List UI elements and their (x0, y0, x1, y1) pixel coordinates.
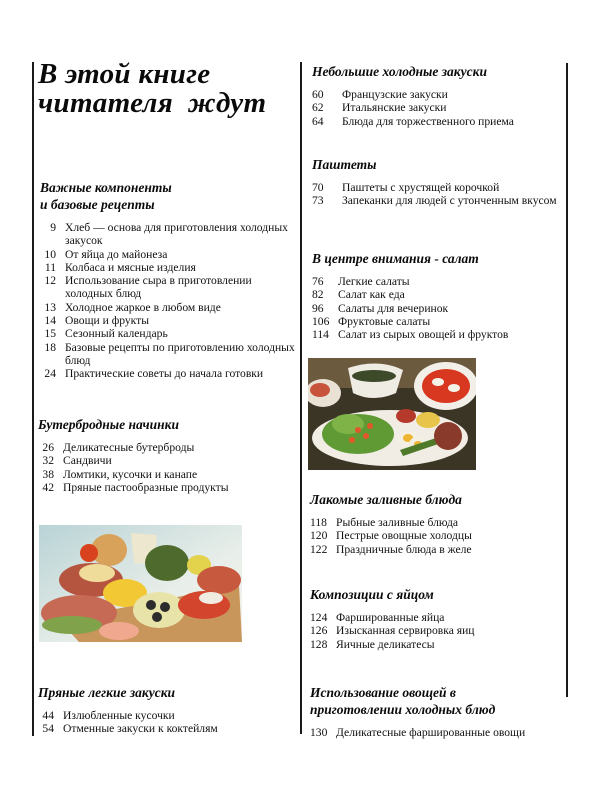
page-number: 124 (310, 611, 328, 624)
toc-list (312, 275, 562, 341)
page-number: 9 (50, 221, 56, 234)
section-important-components (40, 179, 295, 381)
section-vegetables-in-cold-dishes (310, 684, 565, 739)
section-aspic-dishes (310, 491, 560, 556)
section-spicy-light-snacks (38, 684, 293, 736)
page-title-line-2: читателя ждут (38, 87, 267, 119)
toc-entry[interactable] (40, 327, 295, 340)
toc-entry[interactable] (312, 194, 562, 207)
page-number: 96 (312, 301, 324, 315)
toc-list (310, 726, 565, 739)
page-number: 42 (42, 480, 54, 494)
toc-entry[interactable] (40, 301, 295, 314)
toc-entry[interactable] (38, 709, 293, 722)
entry-title: Фаршированные яйца (336, 611, 445, 624)
toc-entry[interactable] (312, 181, 562, 194)
section-small-cold-snacks (312, 63, 562, 128)
section-salad-focus (312, 250, 562, 341)
entry-title: Рыбные заливные блюда (336, 516, 459, 529)
section-heading-line: Бутербродные начинки (38, 417, 179, 432)
toc-entry[interactable] (312, 315, 562, 328)
page-number: 120 (310, 529, 328, 543)
entry-title: Салат из сырых овощей и фруктов (338, 328, 509, 342)
toc-entry[interactable] (40, 341, 295, 368)
page-number: 106 (312, 314, 330, 328)
section-heading-line: Лакомые заливные блюда (310, 492, 462, 507)
section-heading (312, 63, 562, 80)
salad-platter-illustration (308, 358, 476, 470)
toc-entry[interactable] (312, 288, 562, 301)
section-heading-line: приготовлении холодных блюд (310, 702, 496, 717)
toc-entry[interactable] (38, 441, 293, 454)
entry-title: Использование сыра в приготовлении холодных блюд (65, 274, 252, 301)
page-number: 128 (310, 637, 328, 651)
entry-title: Изысканная сервировка яиц (336, 624, 475, 638)
entry-title: Яичные деликатесы (336, 637, 435, 651)
section-heading (312, 250, 562, 267)
toc-entry[interactable] (312, 88, 562, 101)
entry-title: Отменные закуски к коктейлям (63, 722, 218, 736)
toc-list (40, 221, 295, 381)
page-number: 122 (310, 542, 328, 556)
page-number: 64 (312, 114, 324, 128)
entry-title: Ломтики, кусочки и канапе (63, 467, 198, 481)
page-number: 118 (310, 516, 327, 529)
page-number: 54 (42, 722, 54, 736)
section-heading (310, 586, 560, 603)
toc-entry[interactable] (310, 624, 560, 637)
entry-title: Французские закуски (342, 88, 448, 101)
page-title (38, 60, 266, 118)
toc-entry[interactable] (312, 328, 562, 341)
entry-title: От яйца до майонеза (65, 247, 168, 261)
page-number: 73 (312, 194, 324, 208)
sandwich-platter-illustration (39, 525, 242, 642)
toc-entry[interactable] (38, 468, 293, 481)
entry-title: Праздничные блюда в желе (336, 542, 472, 556)
toc-list (312, 181, 562, 208)
section-heading (310, 684, 565, 718)
entry-title: Деликатесные фаршированные овощи (336, 726, 526, 739)
toc-entry[interactable] (310, 638, 560, 651)
page-number: 10 (44, 247, 56, 261)
entry-title: Салат как еда (338, 288, 405, 302)
photo-salad-platter (308, 358, 476, 470)
page-number: 76 (312, 275, 324, 288)
entry-title: Колбаса и мясные изделия (65, 260, 196, 274)
section-heading (312, 156, 562, 173)
entry-title: Итальянские закуски (342, 101, 447, 115)
page-number: 11 (44, 260, 56, 274)
section-egg-compositions (310, 586, 560, 651)
section-heading-line: Небольшие холодные закуски (312, 64, 487, 79)
page-number: 38 (42, 467, 54, 481)
toc-entry[interactable] (312, 101, 562, 114)
page-number: 32 (42, 454, 54, 468)
page-number: 13 (44, 300, 56, 314)
toc-list (310, 611, 560, 651)
toc-entry[interactable] (310, 543, 560, 556)
column-rule-right (566, 63, 568, 697)
page-number: 130 (310, 726, 328, 739)
section-heading-line: и базовые рецепты (40, 197, 155, 212)
page-number: 70 (312, 181, 324, 194)
page-number: 24 (44, 367, 56, 381)
page-title-line-1: В этой книге (38, 58, 211, 90)
toc-entry[interactable] (312, 275, 562, 288)
page-number: 18 (44, 340, 56, 354)
section-heading-line: Использование овощей в (310, 685, 456, 700)
toc-entry[interactable] (40, 367, 295, 380)
section-heading (40, 179, 295, 213)
toc-entry[interactable] (38, 454, 293, 467)
section-sandwich-fillings (38, 416, 293, 494)
section-heading-line: Пряные легкие закуски (38, 685, 176, 700)
toc-list (38, 441, 293, 494)
entry-title: Базовые рецепты по приготовлению холодных блюд (65, 340, 295, 367)
entry-title: Пестрые овощные холодцы (336, 529, 472, 543)
entry-title: Холодное жаркое в любом виде (65, 300, 221, 314)
entry-title: Излюбленные кусочки (63, 709, 175, 722)
page-number: 14 (44, 314, 56, 328)
section-heading-line: Композиции с яйцом (310, 587, 434, 602)
toc-entry[interactable] (38, 481, 293, 494)
toc-entry[interactable] (40, 221, 295, 248)
page-number: 114 (312, 328, 329, 342)
toc-entry[interactable] (312, 302, 562, 315)
column-rule-left (32, 62, 34, 736)
toc-list (310, 516, 560, 556)
page-number: 44 (42, 709, 54, 722)
toc-entry[interactable] (40, 274, 295, 301)
entry-title: Хлеб — основа для приготовления холодных закусок (65, 221, 288, 248)
section-heading (38, 684, 293, 701)
toc-list (38, 709, 293, 736)
entry-title: Салаты для вечеринок (338, 301, 449, 315)
page-number: 15 (44, 327, 56, 341)
entry-title: Сандвичи (63, 454, 112, 468)
entry-title: Паштеты с хрустящей корочкой (342, 181, 500, 194)
entry-title: Деликатесные бутерброды (63, 441, 195, 454)
page-number: 12 (44, 274, 56, 288)
toc-entry[interactable] (40, 248, 295, 261)
toc-entry[interactable] (310, 726, 565, 739)
section-heading (38, 416, 293, 433)
toc-entry[interactable] (38, 722, 293, 735)
entry-title: Фруктовые салаты (338, 314, 431, 328)
section-heading (310, 491, 560, 508)
entry-title: Запеканки для людей с утонченным вкусом (342, 194, 557, 208)
entry-title: Пряные пастообразные продукты (63, 480, 229, 494)
entry-title: Блюда для торжественного приема (342, 114, 514, 128)
entry-title: Овощи и фрукты (65, 314, 149, 328)
section-pates (312, 156, 562, 208)
page-number: 60 (312, 88, 324, 101)
toc-entry[interactable] (40, 314, 295, 327)
section-heading-line: В центре внимания - салат (312, 251, 479, 266)
entry-title: Легкие салаты (338, 275, 410, 288)
photo-open-sandwiches (39, 525, 242, 642)
page-number: 26 (42, 441, 54, 454)
toc-entry[interactable] (40, 261, 295, 274)
page-number: 82 (312, 288, 324, 302)
column-rule-middle (300, 62, 302, 734)
page-number: 62 (312, 101, 324, 115)
section-heading-line: Паштеты (312, 157, 377, 172)
section-heading-line: Важные компоненты (40, 180, 172, 195)
toc-entry[interactable] (310, 529, 560, 542)
entry-title: Практические советы до начала готовки (65, 367, 264, 381)
toc-entry[interactable] (312, 115, 562, 128)
toc-list (312, 88, 562, 128)
page-number: 126 (310, 624, 328, 638)
toc-entry[interactable] (310, 516, 560, 529)
toc-entry[interactable] (310, 611, 560, 624)
entry-title: Сезонный календарь (65, 327, 168, 341)
